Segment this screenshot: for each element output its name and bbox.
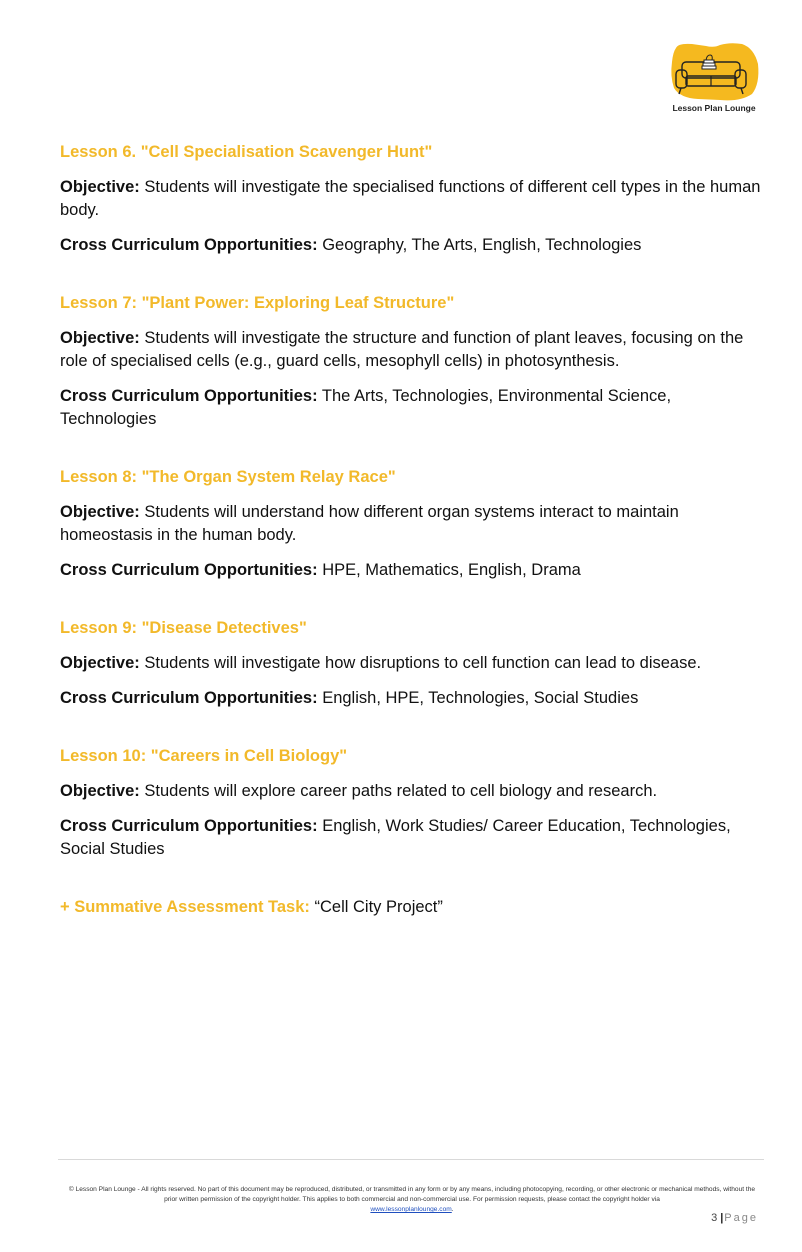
ccp-text: English, HPE, Technologies, Social Studies (322, 689, 639, 707)
lesson-title: Lesson 7: "Plant Power: Exploring Leaf Structure" (60, 294, 455, 312)
summative-label: + Summative Assessment Task: (60, 898, 310, 916)
ccp-label: Cross Curriculum Opportunities: (60, 689, 318, 707)
cross-curriculum (60, 385, 765, 431)
objective-text: Students will investigate the specialised functions of different cell types in the human body. (60, 178, 761, 219)
lesson-7 (60, 291, 765, 431)
page-number-value: 3 (711, 1212, 720, 1224)
ccp-label: Cross Curriculum Opportunities: (60, 561, 318, 579)
logo-text: Lesson Plan Lounge (672, 103, 756, 113)
cross-curriculum (60, 559, 765, 582)
cross-curriculum (60, 815, 765, 861)
summative-value: “Cell City Project” (314, 898, 443, 916)
ccp-label: Cross Curriculum Opportunities: (60, 236, 318, 254)
lesson-6 (60, 140, 765, 257)
ccp-text: The Arts, Technologies, Environmental Science, Technologies (60, 387, 672, 428)
ccp-text: Geography, The Arts, English, Technologies (322, 236, 642, 254)
lesson-8 (60, 465, 765, 582)
lesson-9 (60, 616, 765, 710)
ccp-text: English, Work Studies/ Career Education, Technologies, Social Studies (60, 817, 731, 858)
objective (60, 176, 765, 222)
ccp-text: HPE, Mathematics, English, Drama (322, 561, 581, 579)
footer-end: . (451, 1206, 454, 1213)
objective-text: Students will investigate how disruptions to cell function can lead to disease. (144, 654, 702, 672)
footer-divider (58, 1159, 764, 1160)
lesson-title: Lesson 10: "Careers in Cell Biology" (60, 747, 348, 765)
objective (60, 780, 765, 803)
lesson-title: Lesson 9: "Disease Detectives" (60, 619, 307, 637)
website-link[interactable]: www.lessonplanlounge.com (370, 1206, 452, 1213)
summative-task (60, 895, 765, 919)
objective-text: Students will explore career paths related to cell biology and research. (144, 782, 658, 800)
logo (666, 42, 762, 122)
objective-label: Objective: (60, 503, 140, 521)
objective-label: Objective: (60, 178, 140, 196)
objective-label: Objective: (60, 329, 140, 347)
objective-text: Students will investigate the structure and function of plant leaves, focusing on the role of specialised cells (e.g., guard cells, mesophyll cells) in photosynthesis. (60, 329, 744, 370)
page-number (711, 1212, 758, 1224)
cross-curriculum (60, 234, 765, 257)
copyright-text: © Lesson Plan Lounge - All rights reserved. No part of this document may be reproduced, distributed, or transmitted in any form or by any means, including photocopying, recording, or other electronic or mechanical methods, without the prior written permission of the copyright holder. This applies to both commercial and non-commercial use. For permission requests, please contact the copyright holder via (68, 1186, 756, 1203)
objective (60, 501, 765, 547)
lesson-title: Lesson 8: "The Organ System Relay Race" (60, 468, 396, 486)
sofa-logo-icon (668, 42, 760, 102)
objective-label: Objective: (60, 654, 140, 672)
lesson-list (60, 140, 765, 919)
copyright-footer (62, 1185, 762, 1215)
ccp-label: Cross Curriculum Opportunities: (60, 387, 318, 405)
objective-label: Objective: (60, 782, 140, 800)
ccp-label: Cross Curriculum Opportunities: (60, 817, 318, 835)
lesson-title: Lesson 6. "Cell Specialisation Scavenger Hunt" (60, 143, 433, 161)
lesson-10 (60, 744, 765, 861)
cross-curriculum (60, 687, 765, 710)
objective (60, 327, 765, 373)
page-separator: | (720, 1212, 724, 1224)
objective-text: Students will understand how different organ systems interact to maintain homeostasis in the human body. (60, 503, 679, 544)
page-label: Page (724, 1212, 758, 1224)
objective (60, 652, 765, 675)
